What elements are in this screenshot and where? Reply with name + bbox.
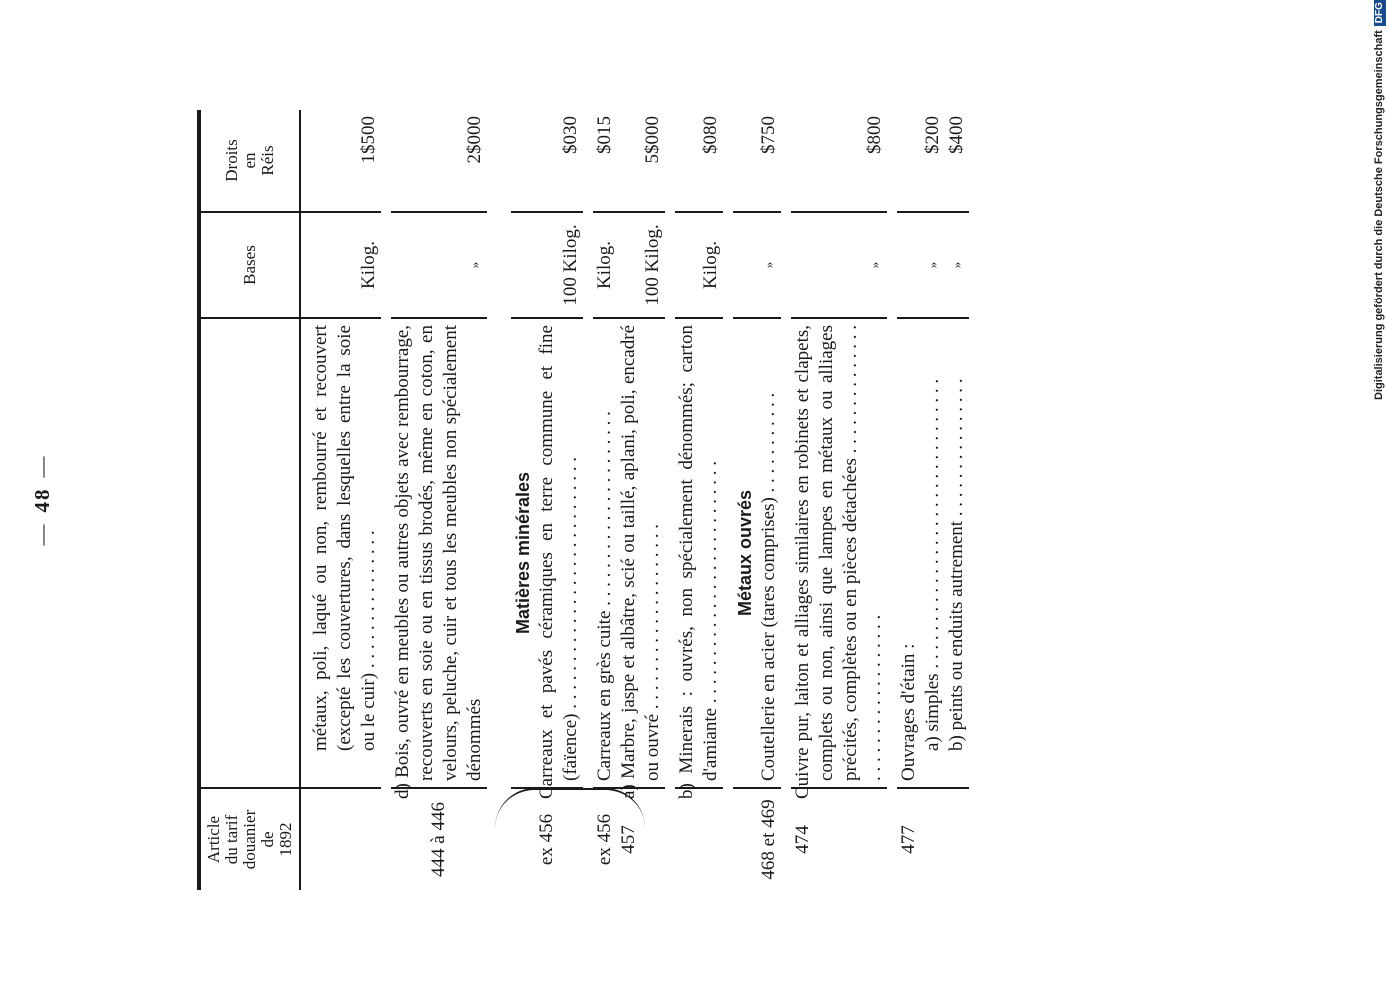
row-duty: $080 (675, 110, 723, 212)
header-description (199, 318, 300, 788)
row-base: Kilog. (309, 212, 381, 318)
row-description: Cuivre pur, laiton et alliages similaires en robinets et clapets, complets ou non, ainsi que lampes en métaux ou alliages précités, complètes ou en pièces détachées . . . . . . . . . . . . . . . . . . . . . . . . . . . . . . . . (791, 318, 887, 788)
row-description: Ouvrages d'étain : (897, 318, 921, 788)
row-article: 474 (792, 825, 813, 854)
row-description: b) Minerais : ouvrés, non spécialement dénommés; carton d'amiante . . . . . . . . . . . . . . . . . . . . . . . . . . (675, 318, 723, 788)
row-duty: $400 (945, 110, 969, 212)
row-description: b) peints ou enduits autrement . . . . . . . . . . . . . . . (945, 318, 969, 788)
row-duty: $030 (535, 110, 583, 212)
section-heading: Métaux ouvrés (733, 318, 757, 788)
header-article-line: du tarif (222, 814, 241, 865)
header-article (199, 788, 300, 890)
table-row (593, 110, 617, 890)
row-base: Kilog. (593, 212, 617, 318)
header-article-line: Article (204, 815, 223, 864)
row-article: 444 à 446 (428, 802, 449, 877)
header-article-line: douanier (240, 809, 259, 870)
header-bases: Bases (199, 212, 300, 318)
row-description: d) Bois, ouvré en meubles ou autres objets avec rembourrage, recouverts en soie ou en tissus brodés, même en coton, en velours, peluche, cuir et tous les meubles non spécialement dénommés (391, 318, 487, 788)
funding-text-wrap (1372, 2, 1386, 400)
table-header (199, 110, 300, 890)
row-description: Carreaux en grès cuite . . . . . . . . . . . . . . . . . . . . . (593, 318, 617, 788)
row-base: » (945, 212, 969, 318)
row-article: 468 et 469 (758, 799, 779, 880)
row-duty: 5$000 (617, 110, 665, 212)
dash-right: — (30, 454, 54, 478)
row-base: » (391, 212, 487, 318)
table-row (921, 110, 945, 890)
header-article-line: 1892 (276, 822, 295, 857)
section-heading: Matières minérales (511, 318, 535, 788)
table-row (757, 110, 781, 890)
rotated-page (0, 110, 967, 890)
row-duty: $015 (593, 110, 617, 212)
dfg-logo: DFG (1374, 0, 1386, 26)
row-article: 477 (898, 825, 919, 854)
row-duty: $800 (791, 110, 887, 212)
row-duty: $200 (921, 110, 945, 212)
row-base: » (791, 212, 887, 318)
row-article (945, 788, 969, 890)
page-number-value: 48 (30, 487, 54, 513)
table-row (617, 110, 665, 890)
table-row (391, 110, 487, 890)
table-row (309, 110, 381, 890)
header-duty-line: Réis (258, 145, 277, 176)
header-article-line: de (258, 831, 277, 848)
row-article: ex 456 (536, 813, 557, 866)
page-number (30, 110, 55, 890)
header-duty-line: Droits (222, 139, 241, 182)
table-row (535, 110, 583, 890)
funding-notice (1372, 2, 1386, 400)
row-base: » (757, 212, 781, 318)
table-row (675, 110, 723, 890)
row-duty: 2$000 (391, 110, 487, 212)
row-description: métaux, poli, laqué ou non, rembourré et recouvert (excepté les couvertures, dans lesquelles entre la soie ou le cuir) . . . . . . . . . . . . . . . (309, 318, 381, 788)
section-heading-row (511, 110, 535, 890)
row-base: 100 Kilog. (617, 212, 665, 318)
table-row (897, 110, 921, 890)
funding-text: Digitalisierung gefördert durch die Deutsche Forschungsgemeinschaft (1373, 30, 1385, 400)
table-row (791, 110, 887, 890)
row-article: 457 (618, 825, 639, 854)
row-description: a) Marbre, jaspe et albâtre, scié ou taillé, aplani, poli, encadré ou ouvré . . . . . . . . . . . . . . . . . . . . (617, 318, 665, 788)
row-base: 100 Kilog. (535, 212, 583, 318)
section-heading-row (733, 110, 757, 890)
tariff-table (197, 110, 969, 890)
header-duty-line: en (240, 152, 259, 169)
row-base: » (921, 212, 945, 318)
row-description: a) simples . . . . . . . . . . . . . . . . . . . . . . . . . . . . . . . (921, 318, 945, 788)
dash-left: — (30, 522, 54, 546)
header-duty (199, 110, 300, 212)
row-duty: 1$500 (309, 110, 381, 212)
row-description: Coutellerie en acier (tares comprises) . . . . . . . . . . . (757, 318, 781, 788)
row-article (309, 788, 381, 890)
row-description: Carreaux et pavés céramiques en terre commune et fine (faïence) . . . . . . . . . . . . . . . . . . . . . . . . . . . (535, 318, 583, 788)
row-duty: $750 (757, 110, 781, 212)
row-base: Kilog. (675, 212, 723, 318)
row-article (675, 788, 723, 890)
table-row (945, 110, 969, 890)
row-article (921, 788, 945, 890)
row-article: ex 456 (594, 813, 615, 866)
